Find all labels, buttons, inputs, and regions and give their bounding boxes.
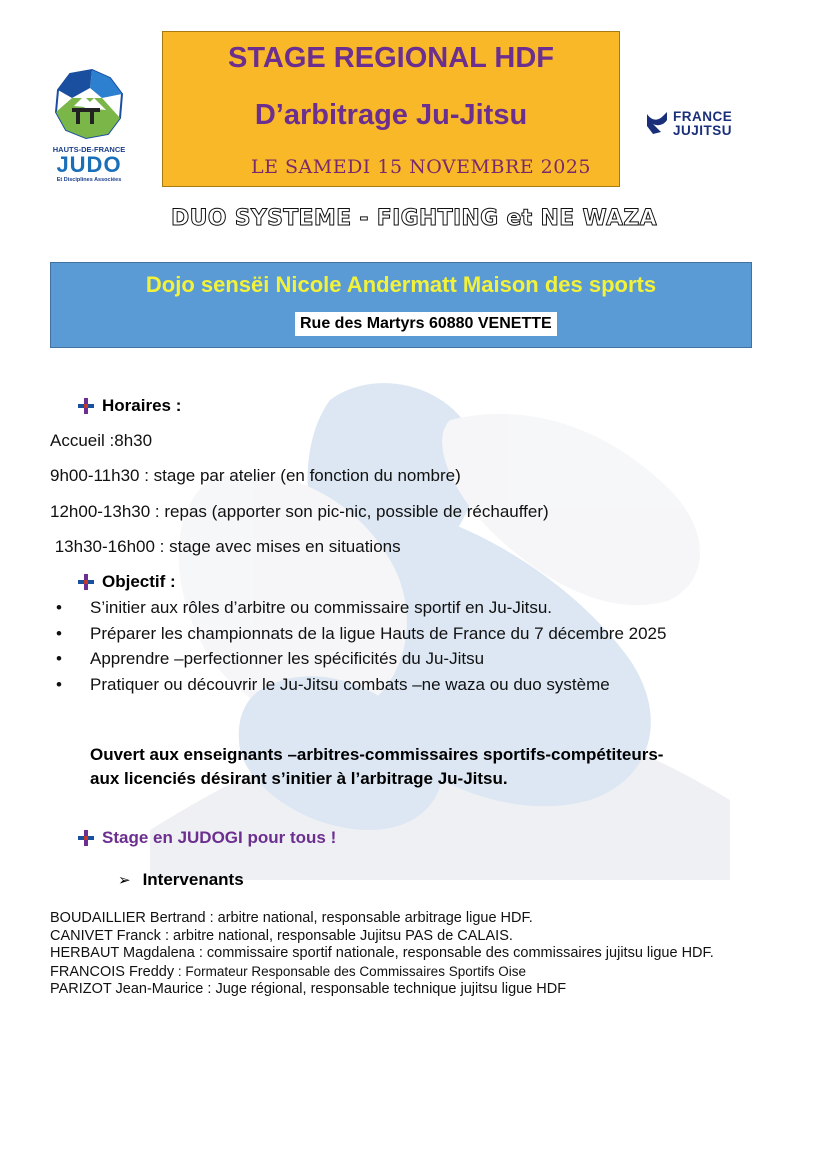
venue-address: Rue des Martyrs 60880 VENETTE	[295, 312, 557, 336]
cross-bullet-icon	[78, 574, 94, 590]
discipline-heading: DUO SYSTEME - FIGHTING et NE WAZA	[171, 206, 657, 231]
logo-right-line1: FRANCE	[673, 109, 733, 124]
objectif-item: • Apprendre –perfectionner les spécificités du Ju-Jitsu	[50, 649, 666, 675]
horaires-heading	[78, 396, 181, 416]
audience-statement	[90, 743, 663, 791]
logo-right-line2: JUJITSU	[673, 123, 733, 138]
event-date: LE SAMEDI 15 NOVEMBRE 2025	[250, 156, 592, 178]
intervenant-row	[50, 945, 750, 963]
intervenant-row	[50, 910, 750, 928]
audience-line-1: Ouvert aux enseignants –arbitres-commissaires sportifs-compétiteurs-	[90, 745, 664, 764]
intervenant-name: PARIZOT Jean-Maurice	[50, 981, 204, 997]
cross-bullet-icon	[78, 830, 94, 846]
intervenant-name: BOUDAILLIER Bertrand	[50, 910, 206, 926]
intervenant-name: CANIVET Franck	[50, 927, 161, 944]
france-jujitsu-logo	[645, 108, 757, 142]
intervenant-role: : Formateur Responsable des Commissaires Sportifs Oise	[174, 963, 526, 979]
intervenants-list	[50, 910, 750, 999]
objectif-list	[50, 598, 666, 700]
objectif-item: • S’initier aux rôles d’arbitre ou commissaire sportif en Ju-Jitsu.	[50, 598, 666, 624]
intervenant-role: : arbitre national, responsable arbitrage ligue HDF.	[205, 910, 533, 926]
objectif-item: • Préparer les championnats de la ligue Hauts de France du 7 décembre 2025	[50, 624, 666, 650]
event-subtitle: D’arbitrage Ju-Jitsu	[254, 99, 528, 131]
intervenant-name: HERBAUT Magdalena	[50, 945, 195, 961]
logo-left-line2: JUDO	[56, 152, 122, 177]
intervenant-name: FRANCOIS Freddy	[50, 963, 175, 980]
jujitsu-mark-icon	[645, 110, 669, 136]
horaire-line-1: Accueil :8h30	[50, 431, 153, 450]
logo-left-line1: HAUTS-DE-FRANCE	[52, 145, 126, 154]
intervenant-role: : arbitre national, responsable Jujitsu PAS de CALAIS.	[160, 927, 513, 944]
venue-banner	[50, 262, 752, 348]
audience-line-2: aux licenciés désirant s’initier à l’arbitrage Ju-Jitsu.	[90, 769, 508, 788]
horaires-label: Horaires :	[102, 396, 182, 415]
objectif-item: • Pratiquer ou découvrir le Ju-Jitsu combats –ne waza ou duo système	[50, 675, 666, 701]
cross-bullet-icon	[78, 398, 94, 414]
hauts-de-france-judo-logo	[50, 68, 128, 184]
header-banner	[162, 31, 620, 187]
objectif-heading	[78, 572, 176, 592]
logo-left-line3: Et Disciplines Associées	[56, 177, 122, 183]
arrow-bullet-icon: ➢	[118, 872, 131, 889]
hdf-map-logo-icon	[50, 68, 128, 140]
intervenant-row	[50, 981, 750, 999]
intervenant-row	[50, 963, 750, 982]
intervenants-label: Intervenants	[142, 870, 244, 889]
horaire-line-4: 13h30-16h00 : stage avec mises en situations	[50, 537, 401, 556]
horaire-line-2: 9h00-11h30 : stage par atelier (en fonction du nombre)	[50, 466, 461, 485]
horaire-line-3: 12h00-13h30 : repas (apporter son pic-nic, possible de réchauffer)	[50, 502, 549, 521]
judogi-notice	[78, 828, 336, 848]
venue-name: Dojo sensëi Nicole Andermatt Maison des sports	[145, 272, 657, 297]
intervenants-heading	[118, 870, 244, 890]
objectif-label: Objectif :	[102, 572, 176, 591]
judogi-label: Stage en JUDOGI pour tous !	[102, 828, 337, 847]
intervenant-role: : Juge régional, responsable technique jujitsu ligue HDF	[203, 981, 567, 997]
event-title: STAGE REGIONAL HDF	[228, 42, 554, 74]
intervenant-row	[50, 928, 750, 946]
intervenant-role: : commissaire sportif nationale, responsable des commissaires jujitsu ligue HDF.	[194, 945, 714, 961]
